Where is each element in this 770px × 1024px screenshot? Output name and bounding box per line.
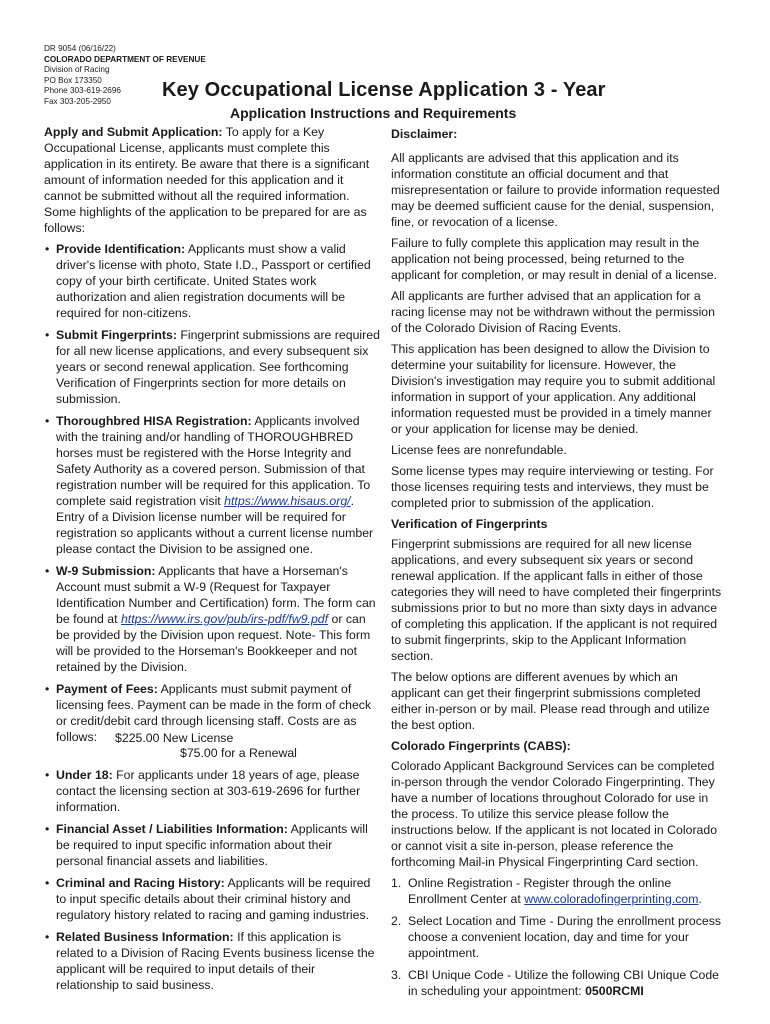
- criminal-heading: Criminal and Racing History:: [56, 876, 225, 890]
- step-1-text: Online Registration - Register through the online Enrollment Center at: [408, 876, 672, 906]
- disclaimer-paragraph-1: All applicants are advised that this application and its information constitute an official document and that misrepresentation or failure to provide information requested may be deemed sufficient cause for the denial, suspension, fine, or revocation of a license.: [391, 151, 720, 229]
- verification-paragraph-1: Fingerprint submissions are required for all new license applications, and every subsequent six years or second renewal application. If the applicant falls in either of those categories they will need to have completed their fingerprints submissions prior to but no more than sixty days in advance of completing this application. If the applicant is not required to submit fingerprints, skip to the Applicant Information section.: [391, 537, 722, 663]
- step-number: 2.: [391, 914, 402, 928]
- page-subtitle: Application Instructions and Requirements: [230, 105, 517, 121]
- requirements-list: [44, 241, 380, 993]
- disclaimer-paragraph-6: Some license types may require interviewing or testing. For those licenses requiring tests and interviews, they must be completed prior to submission of the application.: [391, 464, 714, 510]
- cabs-heading: Colorado Fingerprints (CABS):: [391, 739, 571, 753]
- list-item: [44, 563, 380, 675]
- cabs-paragraph: Colorado Applicant Background Services can be completed in-person through the vendor Colorado Fingerprinting. They have a number of locations throughout Colorado for use in the process. To utilize this service please follow the instructions below. If the applicant is not located in Colorado or cannot visit a site in-person, please reference the forthcoming Mail-in Physical Fingerprinting Card section.: [391, 759, 718, 869]
- left-column: [44, 124, 380, 999]
- apply-heading: Apply and Submit Application:: [44, 125, 223, 139]
- w9-link[interactable]: https://www.irs.gov/pub/irs-pdf/fw9.pdf: [120, 612, 329, 626]
- disclaimer-paragraph-3: All applicants are further advised that an application for a racing license may not be withdrawn without the permission of the Colorado Division of Racing Events.: [391, 289, 715, 335]
- department-name: COLORADO DEPARTMENT OF REVENUE: [44, 54, 206, 64]
- under-18-text: For applicants under 18 years of age, please contact the licensing section at 303-619-2696 for further information.: [56, 768, 361, 814]
- hisa-text: Applicants involved with the training and/or handling of THOROUGHBRED horses must be registered with the Horse Integrity and Safety Authority as a covered person. Submission of that registration number will be required for this application. To complete said registration visit: [56, 414, 371, 508]
- criminal-text: Applicants will be required to input specific details about their criminal history and regulatory history related to racing and gaming industries.: [56, 876, 371, 922]
- list-item: [391, 875, 725, 907]
- fingerprints-heading: Submit Fingerprints:: [56, 328, 177, 342]
- list-item: [44, 413, 380, 557]
- list-item: [44, 821, 380, 869]
- disclaimer-heading: Disclaimer:: [391, 127, 458, 141]
- identification-heading: Provide Identification:: [56, 242, 186, 256]
- step-number: 1.: [391, 876, 402, 890]
- hisa-text-cont: . Entry of a Division license number will be required for registration so applicants without a current license number please contact the Division to be assigned one.: [56, 494, 374, 556]
- step-2-text: Select Location and Time - During the enrollment process choose a convenient location, day and time for your appointment.: [408, 914, 722, 960]
- fee-new-license: $225.00 New License: [115, 731, 234, 745]
- list-item: [44, 327, 380, 407]
- right-column: [391, 124, 725, 1005]
- apply-text: To apply for a Key Occupational License, applicants must complete this application in its entirety. Be aware that there is a significant amount of information needed for this application and it cannot be submitted without all the required information. Some highlights of the application to be prepared for are as follows:: [44, 125, 370, 235]
- list-item: [44, 875, 380, 923]
- step-3-text: CBI Unique Code - Utilize the following CBI Unique Code in scheduling your appointment:: [408, 968, 719, 998]
- apply-paragraph: [44, 124, 380, 236]
- cbi-code: 0500RCMI: [585, 984, 644, 998]
- step-1-end: .: [698, 892, 702, 906]
- hisa-heading: Thoroughbred HISA Registration:: [56, 414, 252, 428]
- fees-text: Applicants must submit payment of licensing fees. Payment can be made in the form of check or credit/debit card through licensing staff. Costs are as follows:: [56, 682, 372, 744]
- fax-number: Fax 303-205-2950: [44, 96, 111, 106]
- fee-renewal: $75.00 for a Renewal: [180, 746, 297, 760]
- financial-heading: Financial Asset / Liabilities Information:: [56, 822, 288, 836]
- list-item: [44, 681, 380, 761]
- list-item: [44, 767, 380, 815]
- hisa-link[interactable]: https://www.hisaus.org/: [224, 494, 351, 508]
- fees-heading: Payment of Fees:: [56, 682, 158, 696]
- disclaimer-paragraph-2: Failure to fully complete this application may result in the application not being processed, being returned to the applicant for completion, or may result in denial of a license.: [391, 236, 718, 282]
- list-item: [391, 967, 725, 999]
- under-18-heading: Under 18:: [56, 768, 113, 782]
- verification-heading: Verification of Fingerprints: [391, 517, 548, 531]
- division-name: Division of Racing: [44, 65, 110, 75]
- business-heading: Related Business Information:: [56, 930, 234, 944]
- identification-text: Applicants must show a valid driver's license with photo, State I.D., Passport or certified copy of your birth certificate. United States work authorization and alien registration documents will be required for non-citizens.: [56, 242, 371, 320]
- disclaimer-paragraph-4: This application has been designed to allow the Division to determine your suitability for licensure. However, the Division's investigation may require you to submit additional information in support of your application. Any additional information requested must be provided in a timely manner or your application for license may be denied.: [391, 342, 716, 436]
- list-item: [44, 241, 380, 321]
- fingerprinting-link[interactable]: www.coloradofingerprinting.com: [524, 892, 699, 906]
- w9-text-cont: or can be provided by the Division upon request. Note- This form will be provided to the Horseman's Bookkeeper and not retained by the Division.: [56, 612, 371, 674]
- list-item: [44, 929, 380, 993]
- page-title: Key Occupational License Application 3 - Year: [162, 79, 606, 101]
- disclaimer-paragraph-5: License fees are nonrefundable.: [391, 443, 567, 457]
- cabs-steps: [391, 875, 725, 999]
- list-item: [391, 913, 725, 961]
- form-number: DR 9054 (06/16/22): [44, 44, 116, 53]
- po-box: PO Box 173350: [44, 75, 102, 85]
- step-number: 3.: [391, 968, 402, 982]
- w9-text: Applicants that have a Horseman's Account must submit a W-9 (Request for Taxpayer Identification Number and Certification) form. The form can be found at: [56, 564, 376, 626]
- phone-number: Phone 303-619-2696: [44, 86, 121, 96]
- financial-text: Applicants will be required to input specific information about their personal financial assets and liabilities.: [56, 822, 368, 868]
- fingerprints-text: Fingerprint submissions are required for all new license applications, and every subsequent six years or second renewal application. See forthcoming Verification of Fingerprints section for more details on submission.: [56, 328, 380, 406]
- business-text: If this application is related to a Division of Racing Events business license the applicant will be required to input details of their relationship to said business.: [56, 930, 375, 992]
- verification-paragraph-2: The below options are different avenues by which an applicant can get their fingerprint submissions completed either in-person or by mail. Please read through and utilize the best option.: [391, 670, 710, 732]
- w9-heading: W-9 Submission:: [56, 564, 156, 578]
